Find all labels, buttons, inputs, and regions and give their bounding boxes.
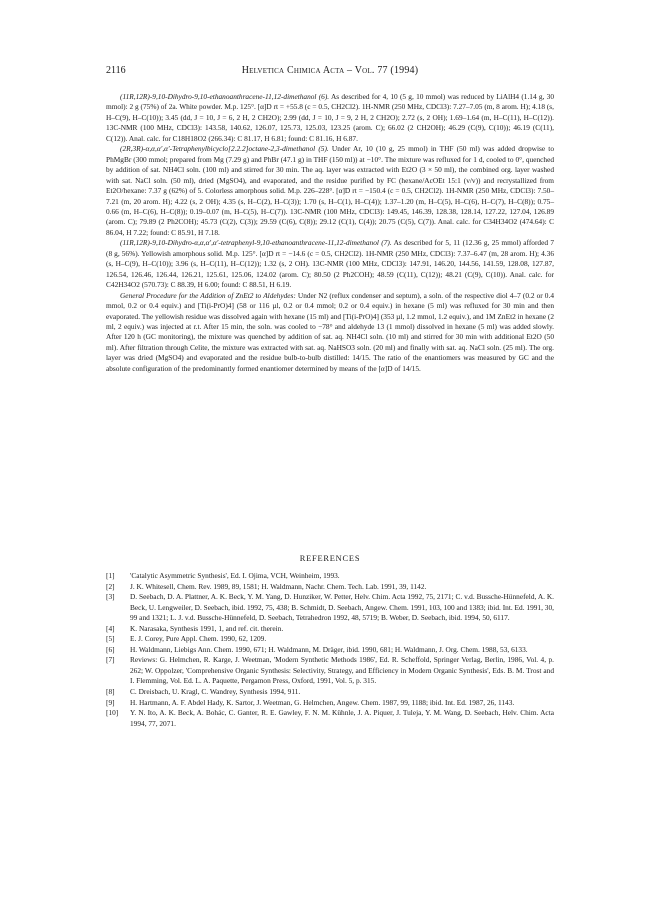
reference-text: C. Dreisbach, U. Kragl, C. Wandrey, Synthesis 1994, 911. bbox=[130, 687, 301, 697]
paragraph-text: Under N2 (reflux condenser and septum), a soln. of the respective diol 4–7 (0.2 or 0.4 mmol, 0.2 or 0.4 equiv.) and [Ti(i-PrO)4] (58 or 116 µl, 0.2 or 0.4 mmol; 0.2 or 0.4 equiv.) in hexane (5 ml) was refluxed for 30 min and then evaporated. The yellowish residue was dissolved again with hexane (15 ml) and [Ti(i-PrO)4] (353 µl, 1.2 mmol, 1.2 equiv.), and 1M ZnEt2 in hexane (2 ml, 2 equiv.) was injected at r.t. After 15 min, the soln. was cooled to −78° and aldehyde 13 (1 mmol) dissolved in hexane (5 ml) was added slowly. After 120 h (GC monitoring), the mixture was quenched by addition of sat. aq. NH4Cl soln. (10 ml) and stirred for 30 min with additional Et2O (50 ml). After filtration through Celite, the mixture was extracted with sat. aq. NaHSO3 soln. (20 ml) and finally with sat. aq. NaCl soln. (25 ml). The org. layer was dried (MgSO4) and evaporated and the residue bulb-to-bulb distilled: 14/15. The ratio of the enantiomers was measured by GC and the absolute configuration of the predominantly formed enantiomer determined by means of the [α]D of 14/15. bbox=[106, 290, 554, 373]
reference-item bbox=[106, 687, 554, 698]
paragraph-text: Under Ar, 10 (10 g, 25 mmol) in THF (50 ml) was added dropwise to PhMgBr (300 mmol; prepared from Mg (7.29 g) and PhBr (47.1 g) in THF (150 ml)) at −10°. The mixture was refluxed for 1 d, cooled to 0°, quenched by addition of sat. NH4Cl soln. (100 ml) and stirred for 30 min. The aq. layer was extracted with Et2O (3 × 50 ml), the combined org. layer washed with sat. NaCl soln. (50 ml), dried (MgSO4), and evaporated, and the residue purified by FC (hexane/AcOEt 15:1 (v/v)) and recrystallized from Et2O/hexane: 7.37 g (62%) of 5. Colorless amorphous solid. M.p. 226–228°. [α]D rt = −150.4 (c = 0.5, CH2Cl2). 1H-NMR (250 MHz, CDCl3): 7.50–7.21 (m, 20 arom. H); 4.22 (s, 2 OH); 4.35 (s, H–C(2), H–C(3)); 1.70 (s, H–C(1), H–C(4)); 1.37–1.20 (m, H–C(5), H–C(6), H–C(7), H–C(8)); 0.75–0.66 (m, H–C(6), H–C(8)); 0.19–0.07 (m, H–C(5), H–C(7)). 13C-NMR (100 MHz, CDCl3): 149.45, 146.39, 128.38, 128.14, 127.22, 127.04, 126.89 (arom. C); 79.89 (2 Ph2COH); 45.73 (C(2), C(3)); 29.59 (C(6), C(8)); 29.12 (C(1), C(4)); 20.75 (C(5), C(7)). Anal. calc. for C34H34O2 (474.64): C 86.04, H 7.22; found: C 85.91, H 7.18. bbox=[106, 144, 555, 237]
page-number: 2116 bbox=[106, 65, 126, 76]
reference-item bbox=[106, 655, 554, 687]
reference-number: [1] bbox=[106, 571, 115, 580]
compound-heading: (11R,12R)-9,10-Dihydro-α,α,α′,α′-tetraphenyl-9,10-ethanoanthracene-11,12-dimethanol (7). bbox=[120, 238, 392, 248]
reference-number: [5] bbox=[106, 634, 115, 644]
reference-number: [8] bbox=[106, 687, 115, 697]
reference-item bbox=[106, 634, 554, 645]
paragraph-compound-7 bbox=[106, 238, 554, 290]
reference-number: [7] bbox=[106, 655, 115, 665]
paragraph-text: As described for 5, 11 (12.36 g, 25 mmol) afforded 7 (8 g, 56%). Yellowish amorphous solid. M.p. 125°. [α]D rt = −14.6 (c = 0.5, CH2Cl2). 1H-NMR (250 MHz, CDCl3): 7.37–6.47 (m, 28 arom. H); 4.36 (s, H–C(9), H–C(10)); 3.96 (s, H–C(11), H–C(12)); 1.32 (s, 2 OH). 13C-NMR (100 MHz, CDCl3): 147.91, 146.20, 144.56, 141.59, 128.08, 127.87, 126.54, 126.46, 126.44, 126.21, 125.61, 125.06, 124.02 (arom. C); 80.50 (2 Ph2COH); 48.59 (C(11), C(12)); 48.21 (C(9), C(10)). Anal. calc. for C42H34O2 (570.73): C 88.39, H 6.00; found: C 88.51, H 6.19. bbox=[106, 238, 555, 290]
reference-item bbox=[106, 582, 554, 593]
reference-number: [3] bbox=[106, 592, 115, 602]
reference-text: Y. N. Ito, A. K. Beck, A. Bohác, C. Ganter, R. E. Gawley, F. N. M. Kühnle, J. A. Piquer, J. Tuleja, Y. M. Wang, D. Seebach, Helv. Chim. Acta 1994, 77, 2071. bbox=[130, 708, 554, 728]
reference-text: 'Catalytic Asymmetric Synthesis', Ed. I. Ojima, VCH, Weinheim, 1993. bbox=[130, 571, 340, 580]
paragraph-general-procedure bbox=[106, 291, 554, 375]
page-header bbox=[106, 65, 554, 79]
reference-item bbox=[106, 698, 554, 709]
reference-text: D. Seebach, D. A. Plattner, A. K. Beck, Y. M. Yang, D. Hunziker, W. Petter, Helv. Chim. Acta 1992, 75, 2171; C. v.d. Bussche-Hünnefeld, A. K. Beck, U. Lengweiler, D. Seebach, ibid. 1992, 75, 438; B. Schmidt, D. Seebach, Angew. Chem. 1991, 103, 100 and 1383; ibid. Int. Ed. 1991, 30, 99 and 1321; L. J. v.d. Bussche-Hünnefeld, D. Seebach, Tetrahedron 1992, 48, 5719; B. Weber, D. Seebach, ibid. 1994, 50, 6117. bbox=[130, 592, 554, 623]
experimental-section bbox=[106, 92, 554, 374]
reference-number: [10] bbox=[106, 708, 119, 718]
reference-number: [9] bbox=[106, 697, 115, 707]
paragraph-text: As described for 4, 10 (5 g, 10 mmol) was reduced by LiAlH4 (1.14 g, 30 mmol): 2 g (75%) of 2a. White powder. M.p. 125°. [α]D rt = +55.8 (c = 0.5, CH2Cl2). 1H-NMR (250 MHz, CDCl3): 7.27–7.05 (m, 8 arom. H); 4.18 (s, H–C(9), H–C(10)); 3.45 (dd, J = 10, J = 6, 2 H, 2 CH2O); 2.99 (dd, J = 10, J = 9, 2 H, 2 CH2O); 2.72 (s, 2 OH); 1.69–1.64 (m, H–C(11), H–C(12)). 13C-NMR (100 MHz, CDCl3): 143.58, 140.62, 126.07, 125.73, 125.03, 123.25 (arom. C); 66.02 (2 CH2OH); 46.29 (C(9), C(10)); 46.19 (C(11), C(12)). Anal. calc. for C18H18O2 (266.34): C 81.17, H 6.81; found: C 81.16, H 6.87. bbox=[106, 92, 555, 143]
reference-text: E. J. Corey, Pure Appl. Chem. 1990, 62, 1209. bbox=[130, 634, 267, 644]
reference-item bbox=[106, 708, 554, 729]
reference-text: H. Waldmann, Liebigs Ann. Chem. 1990, 671; H. Waldmann, M. Dräger, ibid. 1990, 681; H. Waldmann, J. Org. Chem. 1988, 53, 6133. bbox=[130, 644, 528, 654]
reference-text: H. Hartmann, A. F. Abdel Hady, K. Sartor, J. Weetman, G. Helmchen, Angew. Chem. 1987, 99, 1188; ibid. Int. Ed. 1987, 26, 1143. bbox=[130, 697, 515, 707]
reference-text: Reviews: G. Helmchen, R. Karge, J. Weetman, 'Modern Synthetic Methods 1986', Ed. R. Scheffold, Springer Verlag, Berlin, 1986, Vol. 4, p. 262; W. Oppolzer, 'Comprehensive Organic Synthesis: Selectivity, Strategy, and Efficiency in Modern Organic Synthesis', Eds. B. M. Trost and I. Flemming, Vol. Ed. L. A. Paquette, Pergamon Press, Oxford, 1991, Vol. 5, p. 315. bbox=[130, 655, 554, 686]
reference-item bbox=[106, 571, 554, 582]
procedure-heading: General Procedure for the Addition of ZnEt2 to Aldehydes: bbox=[120, 290, 296, 300]
reference-number: [2] bbox=[106, 581, 115, 591]
reference-text: K. Narasaka, Synthesis 1991, 1, and ref. cit. therein. bbox=[130, 623, 284, 633]
paragraph-compound-5 bbox=[106, 144, 554, 238]
reference-number: [6] bbox=[106, 644, 115, 654]
reference-text: J. K. Whitesell, Chem. Rev. 1989, 89, 1581; H. Waldmann, Nachr. Chem. Tech. Lab. 1991, 39, 1142. bbox=[130, 581, 427, 591]
reference-item bbox=[106, 645, 554, 656]
compound-heading: (11R,12R)-9,10-Dihydro-9,10-ethanoanthracene-11,12-dimethanol (6). bbox=[120, 92, 330, 101]
references-list bbox=[106, 571, 554, 729]
reference-number: [4] bbox=[106, 623, 115, 633]
reference-item bbox=[106, 624, 554, 635]
references-heading: REFERENCES bbox=[299, 554, 361, 563]
journal-title: Helvetica Chimica Acta – Vol. 77 (1994) bbox=[241, 65, 419, 76]
reference-item bbox=[106, 592, 554, 624]
paragraph-compound-6 bbox=[106, 92, 554, 144]
compound-heading: (2R,3R)-α,α,α′,α′-Tetraphenylbicyclo[2.2.2]octane-2,3-dimethanol (5). bbox=[120, 144, 329, 154]
